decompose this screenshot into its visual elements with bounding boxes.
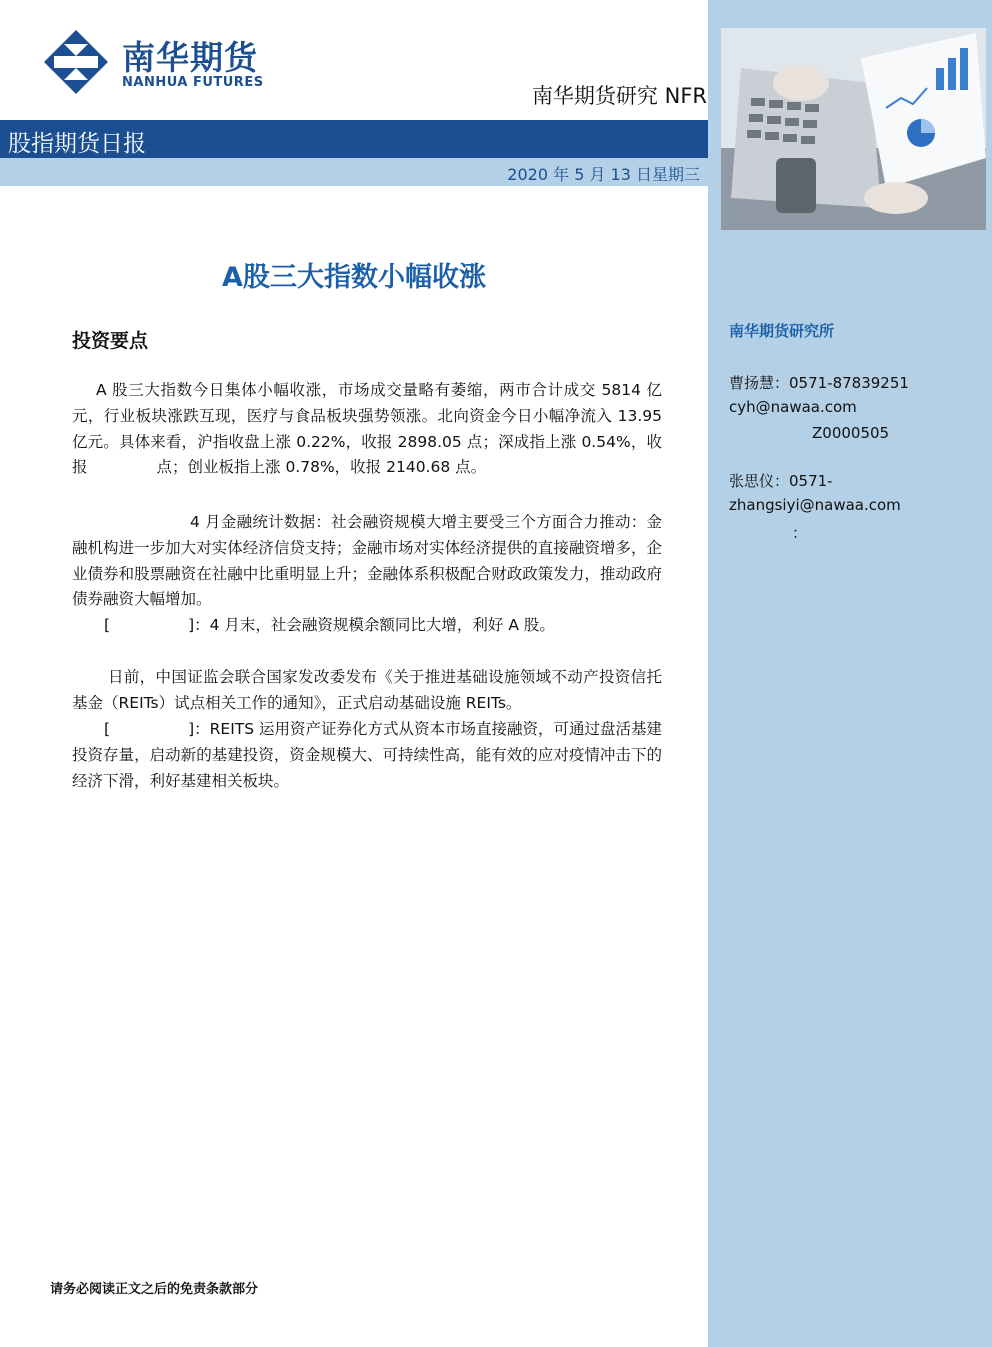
- report-type-bar: [0, 120, 708, 158]
- footer-disclaimer: 请务必阅读正文之后的免责条款部分: [50, 1282, 259, 1297]
- paragraph-financial-data-text: 4 月金融统计数据：社会融资规模大增主要受三个方面合力推动：金融机构进一步加大对实体经济信贷支持；金融市场对实体经济提供的直接融资增多，企业债券和股票融资在社融中比重明显上升；金融体系积极配合财政政策发力，推动政府债券融资大幅增加。: [72, 513, 662, 609]
- paragraph-reits-news-text: 日前，中国证监会联合国家发改委发布《关于推进基础设施领域不动产投资信托基金（REITs）试点相关工作的通知》，正式启动基础设施 REITs。: [72, 668, 662, 712]
- report-date: 2020 年 5 月 13 日星期三: [507, 165, 700, 184]
- paragraph-reits-news: [72, 665, 662, 717]
- analyst-1-phone: 曹扬慧：0571-87839251: [729, 374, 909, 392]
- nanhua-logo: [44, 30, 294, 100]
- bracket-open: [: [104, 720, 111, 738]
- bracket-open: [: [104, 616, 111, 634]
- date-bar: [0, 158, 708, 186]
- paragraph-financial-comment-text: 4 月末，社会融资规模余额同比大增，利好 A 股。: [209, 616, 555, 634]
- paragraph-reits-comment: [72, 717, 662, 794]
- paragraph-market-summary: [72, 378, 662, 481]
- nanhua-logo-icon: [44, 30, 108, 94]
- report-type: 股指期货日报: [8, 131, 146, 157]
- cover-photo: [721, 28, 986, 230]
- report-headline: A股三大指数小幅收涨: [222, 262, 486, 293]
- paragraph-market-summary-tail: 点；创业板指上涨 0.78%，收报 2140.68 点。: [156, 458, 487, 477]
- paragraph-financial-comment: [72, 613, 662, 639]
- paragraph-reits-comment-text: REITS 运用资产证券化方式从资本市场直接融资，可通过盘活基建投资存量，启动新的基建投资，资金规模大、可持续性高，能有效的应对疫情冲击下的经济下滑，利好基建相关板块。: [72, 720, 662, 790]
- logo-name-en: NANHUA FUTURES: [122, 75, 264, 90]
- bracket-close: ]：: [188, 720, 210, 738]
- analyst-2-colon: ：: [792, 524, 808, 542]
- bracket-close: ]：: [188, 616, 210, 634]
- cover-photo-illustration: [721, 28, 986, 230]
- analyst-1-email[interactable]: cyh@nawaa.com: [729, 398, 857, 416]
- paragraph-market-summary-text: A 股三大指数今日集体小幅收涨，市场成交量略有萎缩，两市合计成交 5814 亿元，行业板块涨跌互现，医疗与食品板块强势领涨。北向资金今日小幅净流入 13.95 亿元。具体来看，沪指收盘上涨 0.22%，收报 2898.05 点；深成指上涨 0.54%，收报: [72, 381, 662, 477]
- sidebar-org: 南华期货研究所: [729, 322, 835, 340]
- analyst-1-license: Z0000505: [812, 424, 890, 442]
- paragraph-financial-data: [72, 510, 662, 613]
- logo-name-cn: 南华期货: [122, 38, 258, 77]
- analyst-2-email[interactable]: zhangsiyi@nawaa.com: [729, 496, 901, 514]
- research-brand-line: 南华期货研究 NFR: [531, 84, 707, 108]
- section-title: 投资要点: [72, 330, 149, 352]
- analyst-2-phone: 张思仪：0571-: [729, 472, 833, 490]
